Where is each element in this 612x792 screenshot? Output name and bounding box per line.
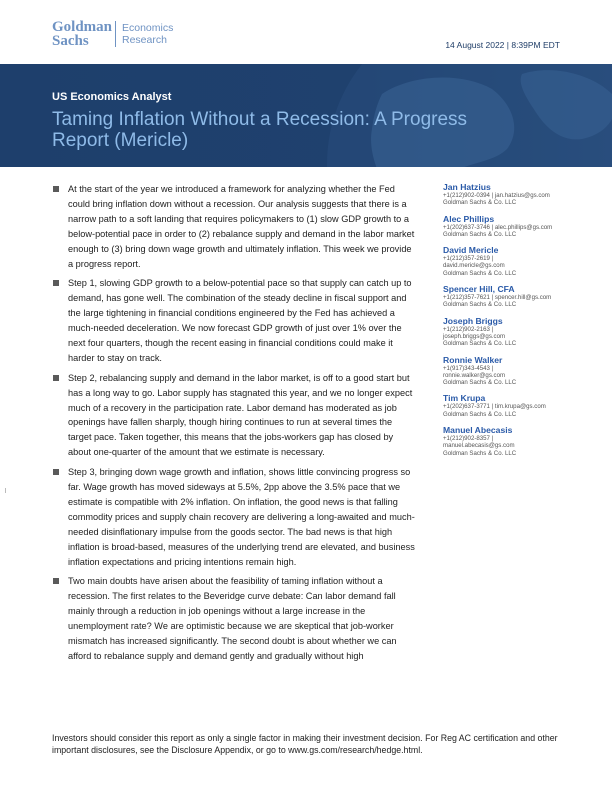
author-entry — [443, 316, 573, 348]
author-name-link[interactable]: Joseph Briggs — [443, 315, 503, 326]
author-email: david.mericle@gs.com — [443, 262, 505, 270]
author-firm: Goldman Sachs & Co. LLC — [443, 379, 517, 387]
bullet-text: Two main doubts have arisen about the feasibility of taming inflation without a recession. The first relates to the Beveridge curve debate: Can labor demand fall mainly through a reduction in job openings without a large increase in the unemployment rate? We are optimistic because we are skeptical that job-worker mismatch has increased significantly. The second doubt is about whether we can afford to rebalance supply and demand gently and gradually without high — [68, 576, 397, 661]
author-contact: +1(202)637-3746 | alec.phillips@gs.com — [443, 223, 553, 231]
author-firm: Goldman Sachs & Co. LLC — [443, 199, 517, 207]
author-contact: +1(212)357-2619 | — [443, 255, 494, 263]
report-title: Taming Inflation Without a Recession: A Progress Report (Mericle) — [52, 109, 468, 151]
goldman-sachs-logo — [52, 20, 112, 48]
author-firm: Goldman Sachs & Co. LLC — [443, 340, 517, 348]
author-name-link[interactable]: Manuel Abecasis — [443, 425, 513, 436]
publication-date: 14 August 2022 | 8:39PM EDT — [445, 40, 560, 50]
author-email: ronnie.walker@gs.com — [443, 371, 506, 379]
author-entry — [443, 214, 573, 239]
author-name-link[interactable]: Tim Krupa — [443, 393, 486, 404]
author-firm: Goldman Sachs & Co. LLC — [443, 230, 517, 238]
author-email: manuel.abecasis@gs.com — [443, 442, 515, 450]
dept-line-2: Research — [122, 34, 167, 46]
author-entry — [443, 182, 573, 207]
bullet-text: At the start of the year we introduced a framework for analyzing whether the Fed could bring inflation down without a recession. Our analysis suggests that there is a narrow path to a soft landing that requires policymakers to (1) slow GDP growth to a below-potential pace in order to (2) rebalance supply and demand in the labor market enough to (3) bring down wage growth and ultimately inflation. This week we provide a progress report. — [68, 184, 415, 269]
department-label — [122, 22, 173, 46]
author-name-link[interactable]: Spencer Hill, CFA — [443, 284, 515, 295]
logo-line-2: Sachs — [52, 33, 89, 49]
title-banner — [0, 64, 612, 167]
bullet-text: Step 2, rebalancing supply and demand in the labor market, is off to a good start but has a long way to go. Labor supply has stagnated this year, and we no longer expect much of a recovery in the participation rate. Labor demand has moderated as job openings have fallen sharply, though hiring continues to run at several times the target pace. Taken together, this means that the jobs-workers gap has closed by about one-quarter of the amount that we estimate is necessary. — [68, 372, 413, 458]
author-contact: +1(917)343-4543 | — [443, 364, 494, 372]
logo-line-1: Goldman — [52, 19, 113, 35]
bullet-text: Step 1, slowing GDP growth to a below-potential pace so that supply can catch up to demand, has gone well. The combination of the steady decline in fiscal support and the large tightening in financial conditions engineered by the Fed has achieved a much-needed deceleration. We now forecast GDP growth of just over 1% over the next four quarters, though the recent easing in financial conditions could make it harder to stay on track. — [68, 278, 412, 364]
author-firm: Goldman Sachs & Co. LLC — [443, 410, 517, 418]
author-name-link[interactable]: Alec Phillips — [443, 213, 495, 224]
bullet-square-icon — [53, 280, 59, 286]
bullet-text: Step 3, bringing down wage growth and inflation, shows little convincing progress so far. Wage growth has moved sideways at 5.5%, 2pp above the 3.5% pace that we estimate is compatible with 2% inflation. On inflation, the good news is that falling commodity prices and supply chain recovery are delivering a long-awaited and much-needed disinflationary impulse from the goods sector. The bad news is that high inflation is broad-based, measures of the underlying trend are elevated, and business inflation expectations and pricing intentions remain high. — [68, 466, 415, 567]
page-header — [0, 0, 612, 64]
bullet-item — [52, 276, 416, 366]
author-name-link[interactable]: David Mericle — [443, 245, 499, 256]
bullet-item — [52, 465, 416, 570]
author-entry — [443, 284, 573, 309]
author-firm: Goldman Sachs & Co. LLC — [443, 449, 517, 457]
dept-line-1: Economics — [122, 22, 174, 34]
author-entry — [443, 245, 573, 277]
author-contact: +1(212)902-0394 | jan.hatzius@gs.com — [443, 192, 550, 199]
bullet-square-icon — [53, 186, 59, 192]
author-entry — [443, 425, 573, 457]
margin-mark — [5, 488, 6, 493]
author-email: joseph.briggs@gs.com — [443, 332, 506, 340]
series-name: US Economics Analyst — [52, 91, 172, 103]
bullet-square-icon — [53, 578, 59, 584]
author-contact: +1(212)902-8357 | — [443, 435, 494, 443]
author-name-link[interactable]: Ronnie Walker — [443, 354, 503, 365]
author-contact: +1(202)637-3771 | tim.krupa@gs.com — [443, 403, 546, 411]
author-name-link[interactable]: Jan Hatzius — [443, 182, 491, 192]
bullet-item — [52, 371, 416, 461]
summary-bullets — [52, 182, 416, 669]
author-contact: +1(212)902-2163 | — [443, 325, 494, 333]
author-contact: +1(212)357-7621 | spencer.hill@gs.com — [443, 294, 552, 302]
author-firm: Goldman Sachs & Co. LLC — [443, 269, 517, 277]
author-firm: Goldman Sachs & Co. LLC — [443, 301, 517, 309]
bullet-item — [52, 574, 416, 664]
logo-divider — [115, 21, 116, 47]
bullet-square-icon — [53, 469, 59, 475]
author-entry — [443, 355, 573, 387]
bullet-square-icon — [53, 375, 59, 381]
disclosure-footer: Investors should consider this report as only a single factor in making their investment decision. For Reg AC certification and other important disclosures, see the Disclosure Appendix, or go to www.gs.com/research/hedge.html. — [52, 733, 558, 755]
author-entry — [443, 393, 573, 418]
authors-sidebar — [443, 182, 573, 464]
bullet-item — [52, 182, 416, 272]
